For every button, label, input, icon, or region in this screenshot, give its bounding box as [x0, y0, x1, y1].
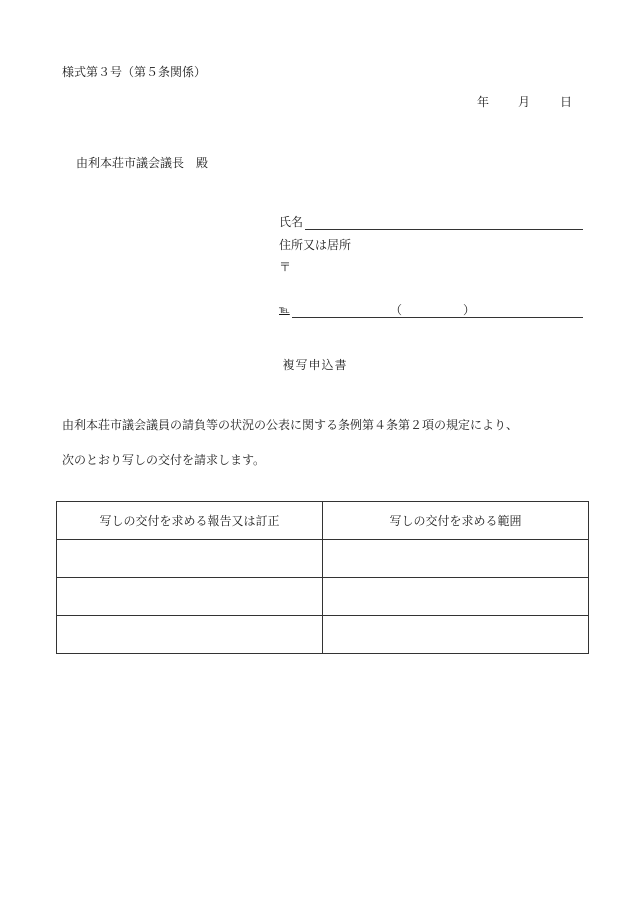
request-table	[56, 501, 589, 654]
table-row	[57, 540, 589, 578]
name-label: 氏名	[279, 215, 304, 229]
table-cell[interactable]	[323, 578, 589, 616]
addressee: 由利本荘市議会議長 殿	[76, 156, 209, 170]
postal-mark: 〒	[279, 260, 292, 274]
address-label: 住所又は居所	[279, 238, 352, 252]
table-header-row	[57, 502, 589, 540]
tel-field-line[interactable]	[292, 317, 583, 318]
table-cell[interactable]	[323, 616, 589, 654]
table-row	[57, 578, 589, 616]
header-requested-range: 写しの交付を求める範囲	[323, 502, 589, 540]
table-row	[57, 616, 589, 654]
date-month-label: 月	[518, 95, 531, 109]
form-number: 様式第３号（第５条関係）	[62, 65, 207, 79]
name-field-line[interactable]	[305, 229, 583, 230]
tel-paren-open: （	[390, 303, 403, 317]
body-text-line-1: 由利本荘市議会議員の請負等の状況の公表に関する条例第４条第２項の規定により、	[62, 418, 519, 432]
table-cell[interactable]	[57, 616, 323, 654]
table-cell[interactable]	[57, 578, 323, 616]
tel-label: ℡	[279, 305, 290, 316]
tel-paren-close: ）	[463, 303, 476, 317]
document-title: 複写申込書	[282, 358, 348, 372]
header-report-or-correction: 写しの交付を求める報告又は訂正	[57, 502, 323, 540]
table-cell[interactable]	[323, 540, 589, 578]
body-text-line-2: 次のとおり写しの交付を請求します。	[62, 453, 266, 467]
date-year-label: 年	[477, 95, 490, 109]
date-day-label: 日	[560, 95, 573, 109]
table-cell[interactable]	[57, 540, 323, 578]
